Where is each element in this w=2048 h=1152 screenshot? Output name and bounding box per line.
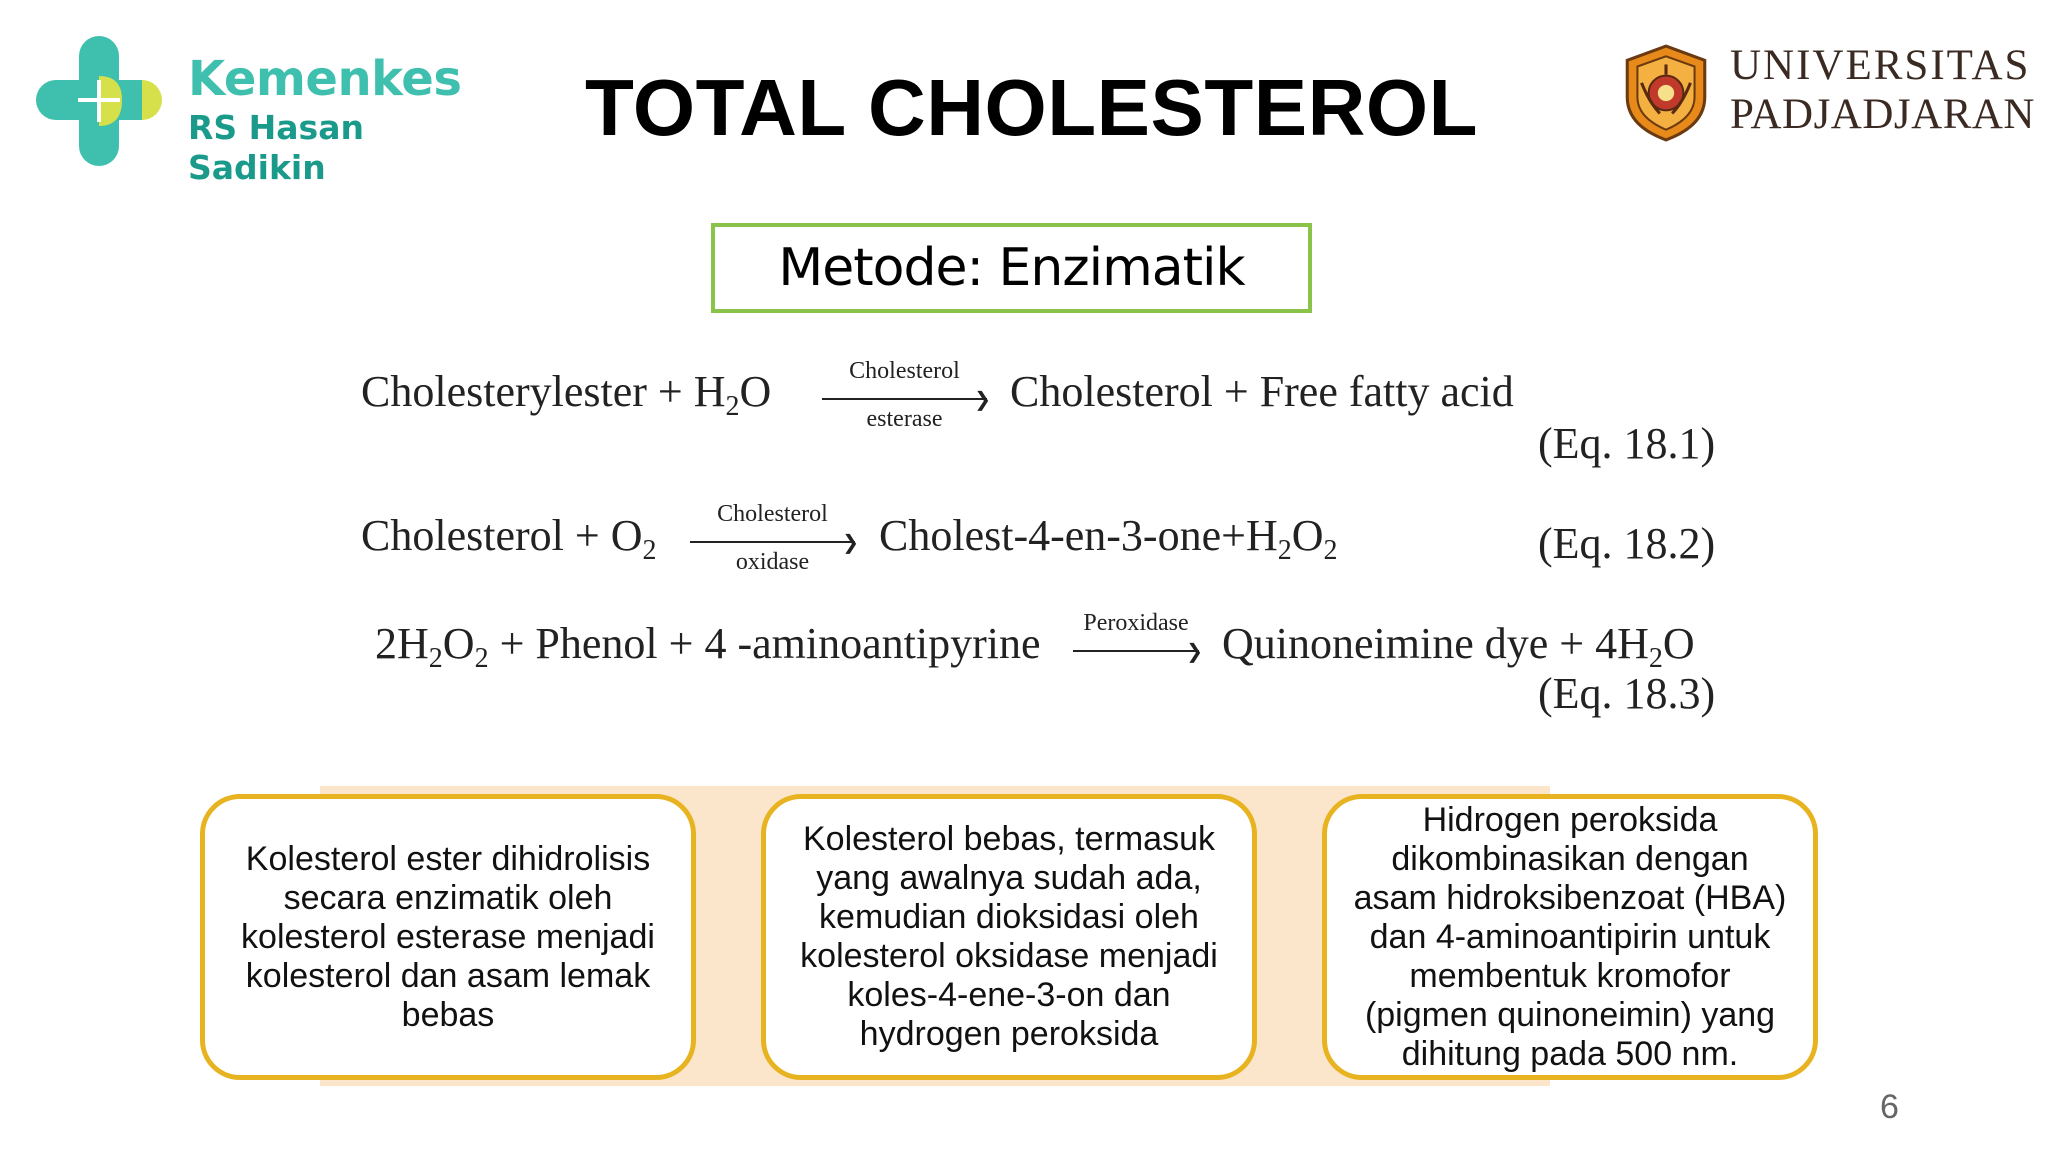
eq2-products xyxy=(879,510,1338,567)
eq3-reactant3: 4 -aminoantipyrine xyxy=(704,619,1041,668)
kemenkes-subtitle: RS Hasan Sadikin xyxy=(188,108,364,187)
eq1-plus2: + xyxy=(1223,367,1249,416)
eq3-enzyme-top: Peroxidase xyxy=(1083,610,1189,636)
eq1-reactant2: $H_2O$ xyxy=(693,367,772,422)
eq2-reactants xyxy=(361,510,656,567)
unpad-name-line2: PADJADJARAN xyxy=(1730,91,2035,138)
method-label: Metode: Enzimatik xyxy=(778,238,1245,298)
eq1-number: (Eq. 18.1) xyxy=(1538,419,1716,468)
eq3-reactants xyxy=(375,618,1040,675)
eq3-reactant1: $2H_2O_2$ xyxy=(375,619,489,674)
eq2-product2: $H_2O_2$ xyxy=(1245,511,1338,566)
unpad-logo xyxy=(1615,38,2035,148)
eq1-plus: + xyxy=(657,367,683,416)
eq3-plus-b: + xyxy=(668,619,694,668)
unpad-seal-icon xyxy=(1615,42,1717,144)
eq2-product1: Cholest-4-en-3-one xyxy=(879,511,1222,560)
eq2-enzyme-top: Cholesterol xyxy=(717,501,828,527)
eq2-plus: + xyxy=(574,511,600,560)
arrow-head-icon: ❯ xyxy=(842,530,859,554)
eq2-enzyme-bottom: oxidase xyxy=(735,549,810,575)
eq1-product2: Free fatty acid xyxy=(1259,367,1514,416)
explanation-card-3 xyxy=(1322,794,1818,1080)
explanation-card-2-text: Kolesterol bebas, termasuk yang awalnya sudah ada, kemudian dioksidasi oleh kolesterol oksidase menjadi koles-4-ene-3-on dan hydrogen peroksida xyxy=(800,820,1218,1053)
eq3-number: (Eq. 18.3) xyxy=(1538,669,1716,718)
eq3-plus2: + xyxy=(1559,619,1585,668)
eq1-reactants xyxy=(361,366,771,423)
eq3-reactant2: Phenol xyxy=(535,619,658,668)
slide-title: TOTAL CHOLESTEROL xyxy=(585,63,1478,152)
eq2-number: (Eq. 18.2) xyxy=(1538,519,1716,568)
eq1-products xyxy=(1010,366,1514,417)
arrow-head-icon: ❯ xyxy=(1186,639,1203,663)
eq1-enzyme-bottom: esterase xyxy=(866,406,943,432)
explanation-card-1 xyxy=(200,794,696,1080)
eq2-reactant2: $O_2$ xyxy=(610,511,657,566)
explanation-card-1-text: Kolesterol ester dihidrolisis secara enzimatik oleh kolesterol esterase menjadi kolesterol dan asam lemak bebas xyxy=(241,839,655,1034)
eq3-product2: $4H_2O$ xyxy=(1595,619,1695,674)
kemenkes-name: Kemenkes xyxy=(188,51,462,107)
unpad-name-line1: UNIVERSITAS xyxy=(1730,42,2031,89)
kemenkes-logo xyxy=(34,34,504,187)
eq1-enzyme-top: Cholesterol xyxy=(849,358,960,384)
page-number: 6 xyxy=(1880,1088,1899,1126)
kemenkes-logo-mark xyxy=(34,34,164,169)
eq1-product1: Cholesterol xyxy=(1010,367,1213,416)
method-box xyxy=(711,223,1312,313)
explanation-card-3-text: Hidrogen peroksida dikombinasikan dengan asam hidroksibenzoat (HBA) dan 4-aminoantipirin untuk membentuk kromofor (pigmen quinoneimin) yang dihitung pada 500 nm. xyxy=(1353,800,1787,1073)
eq1-reactant1: Cholesterylester xyxy=(361,367,647,416)
arrow-head-icon: ❯ xyxy=(974,387,991,411)
eq3-products xyxy=(1222,618,1695,675)
explanation-card-2 xyxy=(761,794,1257,1080)
eq3-product1: Quinoneimine dye xyxy=(1222,619,1549,668)
eq2-plus2: + xyxy=(1221,511,1246,560)
eq2-reactant1: Cholesterol xyxy=(361,511,564,560)
eq3-plus: + xyxy=(499,619,525,668)
